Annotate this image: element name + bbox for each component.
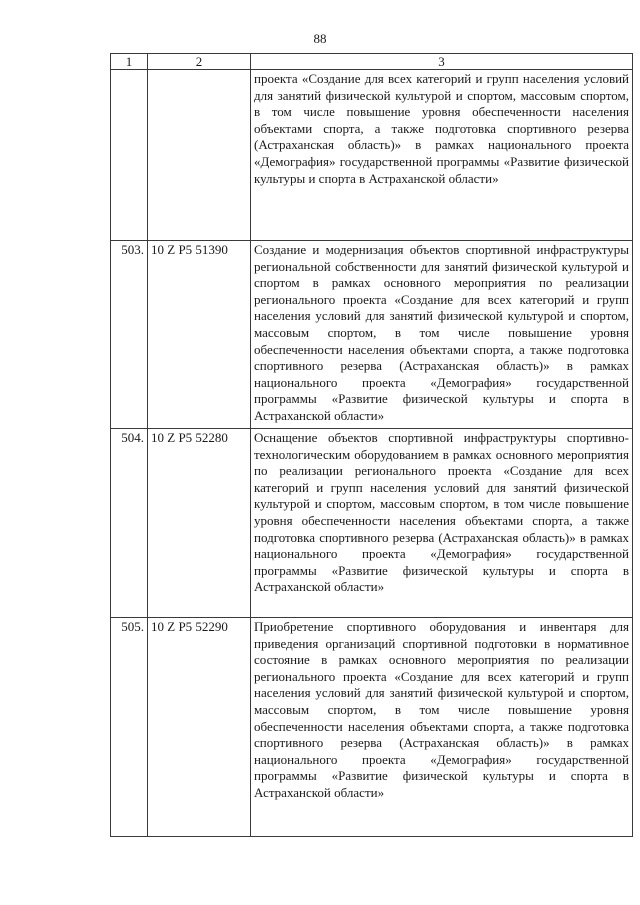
row-number: 505. [111, 618, 148, 837]
header-row [111, 54, 633, 70]
budget-classification-table [110, 53, 633, 837]
column-header-3: 3 [251, 54, 633, 70]
row-code: 10 Z P5 52290 [148, 618, 251, 837]
column-header-1: 1 [111, 54, 148, 70]
row-description: Приобретение спортивного оборудования и инвентаря для приведения организаций спортивной подготовки в нормативное состояние в рамках основного мероприятия по реализации регионального проекта «Создание для всех категорий и групп населения условий для занятий физической культурой и спортом, массовым спортом, в том числе повышение уровня обеспеченности населения объектами спорта, а также подготовка спортивного резерва (Астраханская область)» в рамках национального проекта «Демография» государственной программы «Развитие физической культуры и спорта в Астраханской области» [251, 618, 633, 837]
row-number: 504. [111, 429, 148, 618]
row-code: 10 Z P5 51390 [148, 241, 251, 429]
row-description: Создание и модернизация объектов спортивной инфраструктуры региональной собственности для занятий физической культурой и спортом в рамках основного мероприятия по реализации регионального проекта «Создание для всех категорий и групп населения условий для занятий физической культурой и спортом, массовым спортом, в том числе повышение уровня обеспеченности населения объектами спорта, а также подготовка спортивного резерва (Астраханская область)» в рамках национального проекта «Демография» государственной программы «Развитие физической культуры и спорта в Астраханской области» [251, 241, 633, 429]
table-row [111, 241, 633, 429]
row-code: 10 Z P5 52280 [148, 429, 251, 618]
row-description: проекта «Создание для всех категорий и групп населения условий для занятий физической культурой и спортом, массовым спортом, в том числе повышение уровня обеспеченности населения объектами спорта, а также подготовка спортивного резерва (Астраханская область)» в рамках национального проекта «Демография» государственной программы «Развитие физической культуры и спорта в Астраханской области» [251, 70, 633, 241]
table-row [111, 429, 633, 618]
row-description: Оснащение объектов спортивной инфраструктуры спортивно-технологическим оборудованием в рамках основного мероприятия по реализации регионального проекта «Создание для всех категорий и групп населения условий для занятий физической культурой и спортом, массовым спортом, в том числе повышение уровня обеспеченности населения объектами спорта, а также подготовка спортивного резерва (Астраханская область)» в рамках национального проекта «Демография» государственной программы «Развитие физической культуры и спорта в Астраханской области» [251, 429, 633, 618]
column-header-2: 2 [148, 54, 251, 70]
row-number: 503. [111, 241, 148, 429]
page-number: 88 [313, 31, 327, 46]
table-row [111, 618, 633, 837]
row-code [148, 70, 251, 241]
table-row [111, 70, 633, 241]
row-number [111, 70, 148, 241]
